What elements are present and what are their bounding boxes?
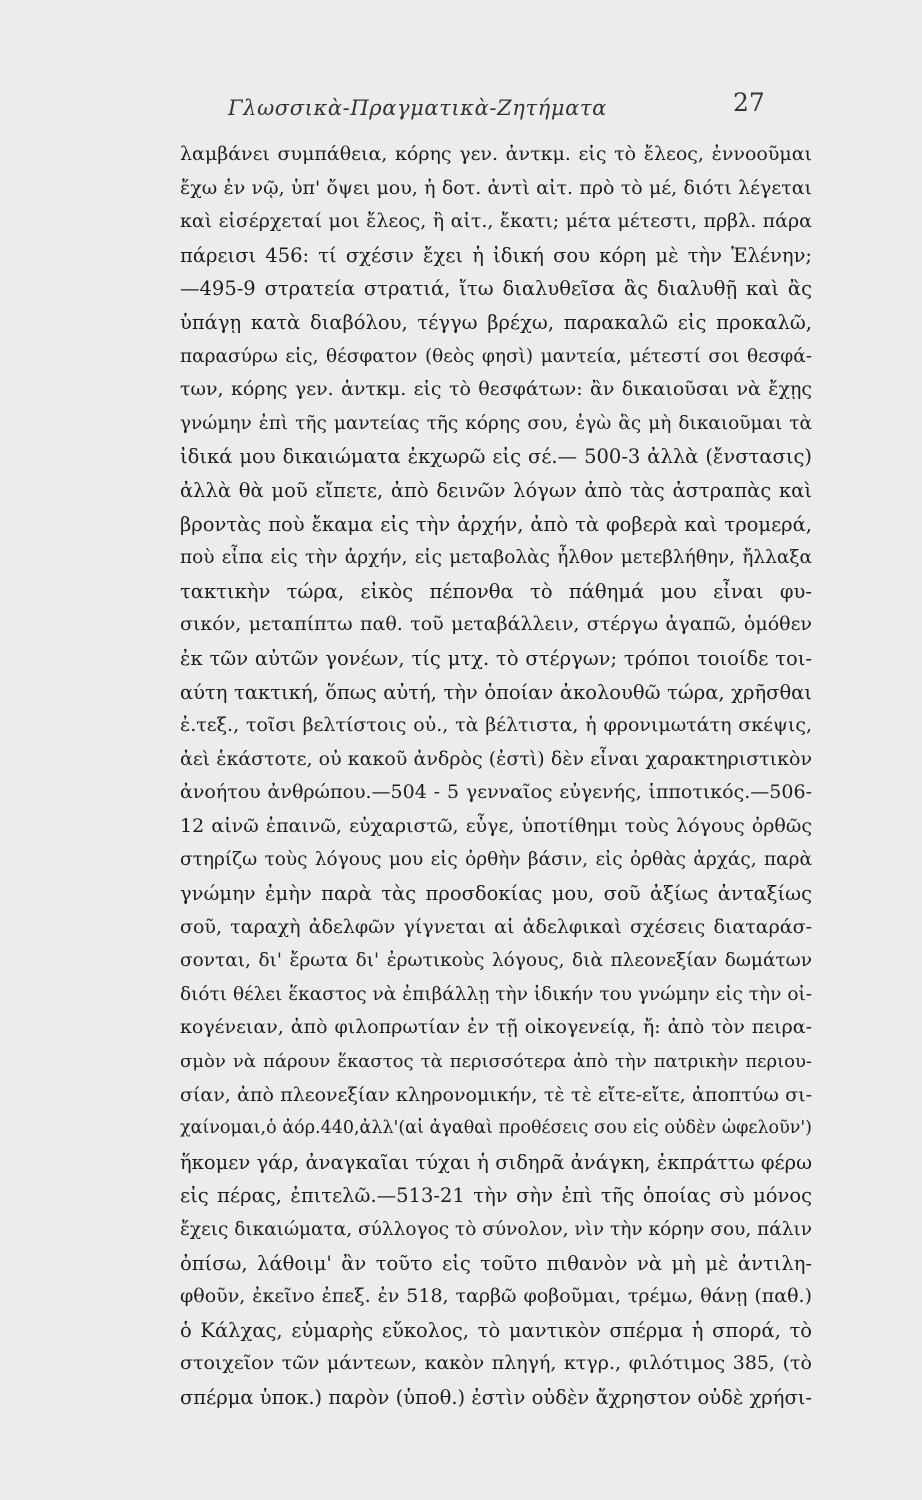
page-header [0, 88, 922, 128]
text-line: στηρίζω τοὺς λόγους μου εἰς ὀρθὴν βάσιν, εἰς ὀρθὰς ἀρχάς, παρὰ [180, 849, 812, 871]
text-line: των, κόρης γεν. ἀντκμ. εἰς τὸ θεσφάτων: ἂν δικαιοῦσαι νὰ ἔχῃς [180, 378, 812, 401]
text-line: ἰδικά μου δικαιώματα ἐκχωρῶ εἰς σέ.— 500-3 ἀλλὰ (ἔνστασις) [180, 445, 812, 469]
text-line: σμὸν νὰ πάρουν ἕκαστος τὰ περισσότερα ἀπὸ τὴν πατρικὴν περιου- [180, 1051, 812, 1073]
text-line: αύτη τακτική, ὅπως αὐτή, τὴν ὁποίαν ἀκολουθῶ τώρα, χρῆσθαι [180, 680, 812, 704]
text-line: ἥκομεν γάρ, ἀναγκαῖαι τύχαι ἡ σιδηρᾶ ἀνάγκη, ἐκπράττω φέρω [180, 1150, 812, 1174]
text-line: γνώμην ἐμὴν παρὰ τὰς προσδοκίας μου, σοῦ ἀξίως ἀνταξίως [180, 882, 812, 906]
text-line: σοῦ, ταραχὴ ἀδελφῶν γίγνεται αἱ ἀδελφικαὶ σχέσεις διαταράσ- [180, 915, 812, 938]
text-line: στοιχεῖον τῶν μάντεων, κακὸν πληγή, κτγρ., φιλότιμος 385, (τὸ [180, 1352, 812, 1375]
running-title: Γλωσσικὰ-Πραγματικὰ-Ζητήματα [228, 96, 607, 120]
text-line: βροντὰς ποὺ ἔκαμα εἰς τὴν ἀρχήν, ἀπὸ τὰ φοβερὰ καὶ τρομερά, [180, 512, 812, 536]
text-line: καὶ εἰσέρχεταί μοι ἔλεος, ἢ αἰτ., ἔκατι; μέτα μέτεστι, πρβλ. πάρα [180, 210, 812, 233]
page-number: 27 [733, 88, 765, 117]
text-line: 12 αἰνῶ ἐπαινῶ, εὐχαριστῶ, εὖγε, ὑποτίθημι τοὺς λόγους ὀρθῶς [180, 814, 812, 837]
text-line: ὑπάγῃ κατὰ διαβόλου, τέγγω βρέχω, παρακαλῶ εἰς προκαλῶ, [180, 310, 812, 334]
text-line: φθοῦν, ἐκεῖνο ἐπεξ. ἐν 518, ταρβῶ φοβοῦμαι, τρέμω, θάνῃ (παθ.) [180, 1285, 812, 1308]
text-line: —495-9 στρατεία στρατιά, ἴτω διαλυθεῖσα ἂς διαλυθῇ καὶ ἂς [180, 277, 812, 301]
text-line: ἐ.τεξ., τοῖσι βελτίστοις οὐ., τὰ βέλτιστα, ἡ φρονιμωτάτη σκέψις, [180, 714, 812, 737]
text-line: σίαν, ἀπὸ πλεονεξίαν κληρονομικήν, τὲ τὲ εἴτε-εἴτε, ἀποπτύω σι- [180, 1083, 812, 1106]
text-line: εἰς πέρας, ἐπιτελῶ.—513-21 τὴν σὴν ἐπὶ τῆς ὁποίας σὺ μόνος [180, 1184, 812, 1208]
text-line: ἔχεις δικαιώματα, σύλλογος τὸ σύνολον, νὶν τὴν κόρην σου, πάλιν [180, 1219, 812, 1240]
text-line: σπέρμα ὑποκ.) παρὸν (ὑποθ.) ἐστὶν οὐδὲν ἄχρηστον οὐδὲ χρήσι- [180, 1385, 812, 1409]
text-line: πάρεισι 456: τί σχέσιν ἔχει ἡ ἰδική σου κόρη μὲ τὴν Ἑλένην; [180, 243, 812, 267]
text-line: γνώμην ἐπὶ τῆς μαντείας τῆς κόρης σου, ἐγὼ ἂς μὴ δικαιοῦμαι τὰ [180, 412, 812, 434]
text-line: ἐκ τῶν αὐτῶν γονέων, τίς μτχ. τὸ στέργων; τρόποι τοιοίδε τοι- [180, 646, 812, 670]
text-line: χαίνομαι,ὁ ἀόρ.440,ἀλλ'(αἱ ἀγαθαὶ προθέσεις σου εἰς οὐδὲν ὠφελοῦν') [180, 1118, 812, 1139]
text-line: ποὺ εἶπα εἰς τὴν ἀρχήν, εἰς μεταβολὰς ἦλθον μετεβλήθην, ἤλλαξα [180, 547, 812, 569]
text-line: τακτικὴν τώρα, εἰκὸς πέπονθα τὸ πάθημά μου εἶναι φυ- [180, 579, 812, 603]
text-line: ἀλλὰ θὰ μοῦ εἴπετε, ἀπὸ δεινῶν λόγων ἀπὸ τὰς ἀστραπὰς καὶ [180, 478, 812, 502]
body-text [180, 138, 812, 1415]
text-line: κογένειαν, ἀπὸ φιλοπρωτίαν ἐν τῇ οἰκογενείᾳ, ἤ: ἀπὸ τὸν πειρα- [180, 1016, 812, 1039]
text-line: ἀεὶ ἑκάστοτε, οὐ κακοῦ ἀνδρὸς (ἐστὶ) δὲν εἶναι χαρακτηριστικὸν [180, 747, 812, 770]
text-line: ἀνοήτου ἀνθρώπου.—504 - 5 γενναῖος εὐγενής, ἱπποτικός.—506- [180, 781, 812, 804]
text-line: ἔχω ἐν νῷ, ὑπ' ὄψει μου, ἡ δοτ. ἀντὶ αἰτ. πρὸ τὸ μέ, διότι λέγεται [180, 176, 812, 199]
text-line: ὀπίσω, λάθοιμ' ἂν τοῦτο εἰς τοῦτο πιθανὸν νὰ μὴ μὲ ἀντιλη- [180, 1251, 812, 1275]
text-line: ὁ Κάλχας, εὐμαρὴς εὔκολος, τὸ μαντικὸν σπέρμα ἡ σπορά, τὸ [180, 1318, 812, 1342]
text-line: διότι θέλει ἕκαστος νὰ ἐπιβάλλῃ τὴν ἰδικήν του γνώμην εἰς τὴν οἰ- [180, 983, 812, 1005]
text-line: παρασύρω εἰς, θέσφατον (θεὸς φησὶ) μαντεία, μέτεστί σοι θεσφά- [180, 345, 812, 367]
text-line: λαμβάνει συμπάθεια, κόρης γεν. ἀντκμ. εἰς τὸ ἔλεος, ἐννοοῦμαι [180, 143, 812, 165]
text-line: σονται, δι' ἔρωτα δι' ἐρωτικοὺς λόγους, διὰ πλεονεξίαν δωμάτων [180, 950, 812, 972]
text-line: σικόν, μεταπίπτω παθ. τοῦ μεταβάλλειν, στέργω ἀγαπῶ, ὁμόθεν [180, 613, 812, 636]
